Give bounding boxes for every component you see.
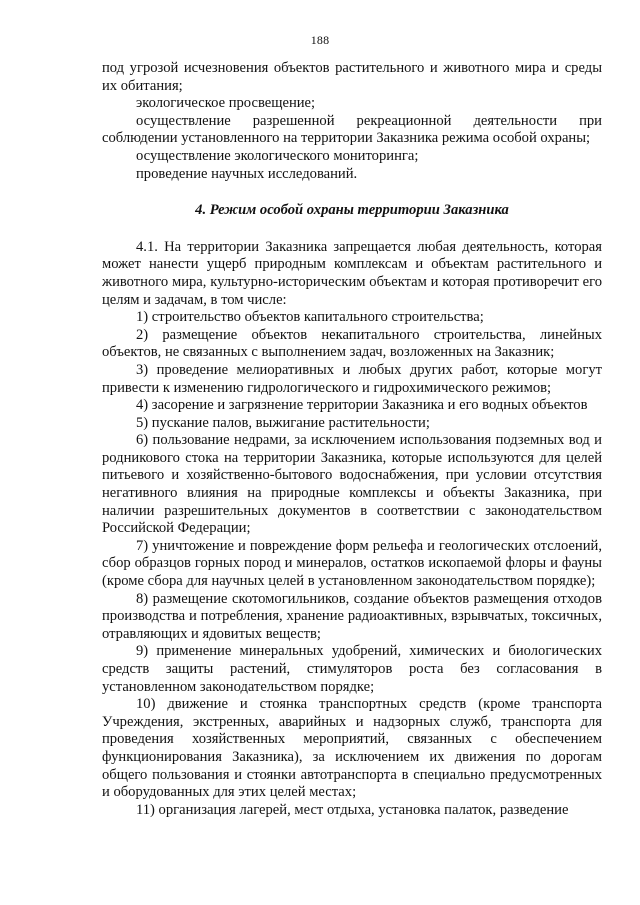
list-item: 8) размещение скотомогильников, создание объектов размещения отходов производства и потребления, хранение радиоактивных, взрывчатых, токсичных, отравляющих и ядовитых веществ;	[102, 590, 602, 642]
list-item: 2) размещение объектов некапитального строительства, линейных объектов, не связанных с выполнением задач, возложенных на Заказник;	[102, 326, 602, 361]
list-item: экологическое просвещение;	[136, 95, 316, 112]
list-item: 11) организация лагерей, мест отдыха, установка палаток, разведение	[136, 801, 569, 818]
list-item: 1) строительство объектов капитального строительства;	[136, 309, 484, 326]
list-item: 10) движение и стоянка транспортных средств (кроме транспорта Учреждения, экстренных, аварийных и надзорных служб, транспорта для проведения хозяйственных мероприятий, связанных с обеспечением функционирования Заказника), за исключением их движения по дорогам общего пользования и стоянки автотранспорта в специально предусмотренных и оборудованных для этих целей местах;	[102, 696, 602, 801]
page-number: 188	[310, 33, 330, 47]
list-item: 6) пользование недрами, за исключением использования подземных вод и родникового стока на территории Заказника, которые используются для целей питьевого и хозяйственно-бытового водоснабжения, при условии отсутствия негативного влияния на природные комплексы и объекты Заказника, при наличии разрешительных документов в соответствии с законодательством Российской Федерации;	[102, 432, 602, 537]
section-heading: 4. Режим особой охраны территории Заказника	[195, 202, 509, 219]
list-item: 3) проведение мелиоративных и любых других работ, которые могут привести к изменению гидрологического и гидрохимического режимов;	[102, 361, 602, 396]
list-item: 4) засорение и загрязнение территории Заказника и его водных объектов	[136, 397, 588, 414]
list-item: 9) применение минеральных удобрений, химических и биологических средств защиты растений, стимуляторов роста без согласования в установленном законодательством порядке;	[102, 643, 602, 695]
list-item: осуществление экологического мониторинга;	[136, 147, 419, 164]
continuation-paragraph: под угрозой исчезновения объектов растительного и животного мира и среды их обитания;	[102, 60, 602, 94]
list-item: 5) пускание палов, выжигание растительности;	[136, 414, 430, 431]
list-item: 7) уничтожение и повреждение форм рельефа и геологических отслоений, сбор образцов горных пород и минералов, остатков ископаемой флоры и фауны (кроме сбора для научных целей в установленном законодательством порядке);	[102, 537, 602, 590]
list-item: проведение научных исследований.	[136, 165, 358, 182]
document-body	[102, 60, 602, 819]
paragraph-4-1: 4.1. На территории Заказника запрещается любая деятельность, которая может нанести ущерб природным комплексам и объектам растительного и животного мира, культурно-историческим объектам и которая противоречит его целям и задачам, в том числе:	[102, 238, 602, 308]
list-item: осуществление разрешенной рекреационной деятельности при соблюдении установленного на территории Заказника режима особой охраны;	[102, 112, 602, 147]
